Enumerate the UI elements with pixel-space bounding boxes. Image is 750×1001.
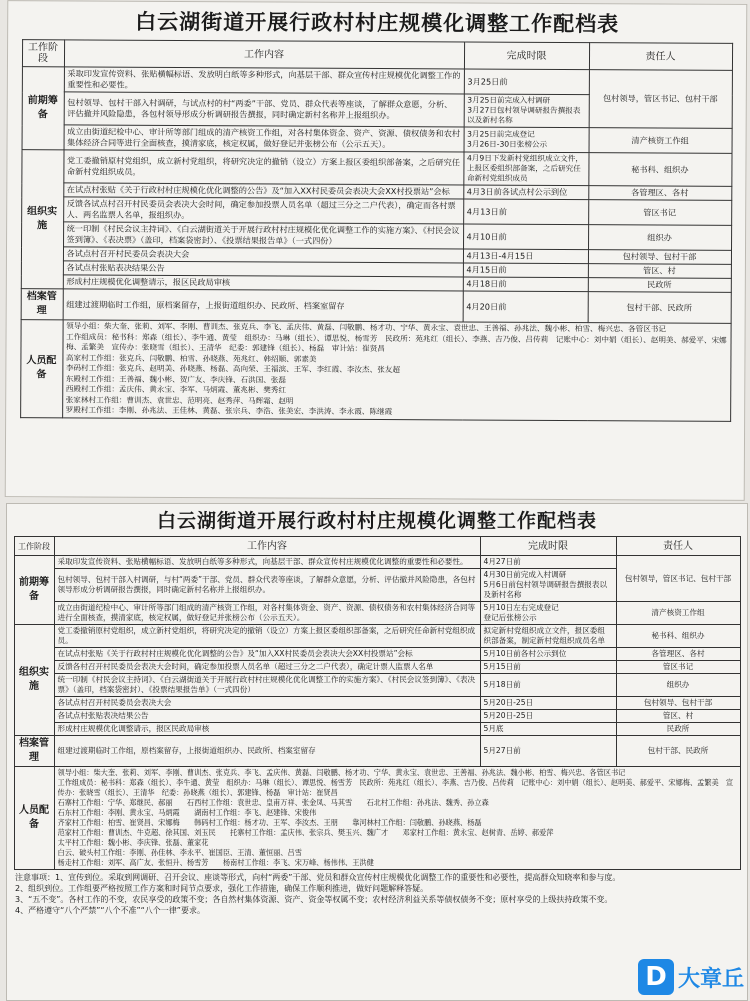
responsible-cell: 民政所 (616, 723, 740, 736)
deadline-cell: 5月15日前 (480, 661, 616, 674)
header-responsible: 责任人 (589, 43, 732, 71)
personnel-line: 工作组成员：秘书科：郑森（组长）、李牛通、黄莹 组织办：马琳（组长）、谭思悦、杨雪芳 民政所：苑兆红（组长）、李燕、吉乃俊、吕传莉 记账中心：刘中娟（组长）、赵明美、郝爱平、宋娜梅、孟繁美 宣传办：张晓雪（组长）、王清华 纪委：郭建锋（组长）、杨磊 审计站：崔贤昌 (65, 331, 727, 354)
content-cell: 在试点村张贴《关于行政村村庄规模化优化调整的公告》及“加入XX村民委员会表决大会XX村投票站”会标 (63, 183, 463, 199)
deadline-cell: 拟定新村党组织成立文件，报区委组织部备案，制定新村党组织成员名单 (480, 625, 616, 648)
personnel-line: 石寨村工作组：宁华、郑继民、郝丽 石西村工作组：袁世忠、皇甫万祥、张金凤、马其雪 石北村工作组：孙兆法、魏秀、孙立森 (57, 798, 489, 807)
content-cell: 采取印发宣传资料、张贴横幅标语、发放明白纸等多种形式，向基层干部、群众宣传村庄规模优化调整工作的重要性和必要性。 (64, 67, 464, 94)
content-cell: 组建过渡期临时工作组，原档案留存，上报街道组织办、民政所、档案室留存 (54, 736, 480, 767)
deadline-cell: 5月10日左右完成登记 登记后张榜公示 (480, 602, 616, 625)
note-line: 4、严格遵守“八个严禁”“八个不准”“八个一律”要求。 (15, 906, 205, 915)
header-content: 工作内容 (54, 537, 480, 556)
content-cell: 反馈各试点村召开村民委员会表决大会时间，确定参加投票人员名单（超过三分之二户代表），确定而各村票人、两名监票人名单，报组织办。 (63, 197, 463, 224)
table-row (14, 767, 740, 870)
phase-cell: 人员配备 (14, 767, 54, 870)
table-row (22, 67, 732, 96)
responsible-cell: 包村干部、民政所 (588, 292, 731, 324)
content-cell: 组建过渡期临时工作组，原档案留存，上报街道组织办、民政所、档案室留存 (63, 289, 463, 322)
deadline-cell: 4月3日前各试点村公示到位 (463, 185, 588, 200)
content-cell: 在试点村张贴《关于行政村村庄规模化优化调整的公告》及“加入XX村民委员会表决大会XX村投票站”会标 (54, 648, 480, 661)
deadline-cell: 4月30日前完成入村调研 5月6日前包村领导调研报告撰报表以及新村名称 (480, 569, 616, 602)
content-cell: 党工委撤销原村党组织，成立新村党组织，将研究决定的撤销（设立）方案上报区委组织部备案，之后研究任命新村党组织成员。 (54, 625, 480, 648)
schedule-table (14, 536, 741, 870)
table-row (14, 736, 740, 767)
deadline-cell: 3月25日前完成登记 3月26日-30日张榜公示 (464, 127, 589, 153)
table-row (14, 661, 740, 674)
personnel-line: 东殿村工作组：王善福、魏小彬、贺广友、李庆锋、石洪国、张磊 (65, 373, 287, 385)
responsible-cell: 管区书记 (616, 661, 740, 674)
responsible-cell: 清产核资工作组 (616, 602, 740, 625)
responsible-cell: 管区书记 (588, 200, 731, 226)
brand-name: 大章丘 (677, 966, 744, 992)
content-cell: 采取印发宣传资料、张贴横幅标语、发放明白纸等多种形式，向基层干部、群众宣传村庄规模优化调整的重要性和必要性。 (54, 556, 480, 569)
deadline-cell: 5月27日前 (480, 736, 616, 767)
deadline-cell: 5月18日前 (480, 674, 616, 697)
content-cell: 各试点村召开村民委员会表决大会 (54, 697, 480, 710)
responsible-cell: 包村领导、包村干部 (588, 250, 731, 265)
personnel-line: 李码村工作组：张克兵、赵明美、孙晓燕、杨磊、高向荣、王福滨、王军、李红霞、李汝杰、张友超 (65, 363, 401, 375)
deadline-cell: 4月9日下发新村党组织成立文件，上报区委组织部备案，之后研究任命新村党组织成员 (463, 152, 588, 186)
brand-logo-icon: D (638, 959, 674, 995)
responsible-cell: 管区、村 (616, 710, 740, 723)
phase-cell: 组织实施 (14, 625, 54, 736)
content-cell: 各试点村张贴表决结果公告 (63, 261, 463, 277)
table-row (14, 648, 740, 661)
table-row (14, 602, 740, 625)
header-deadline: 完成时限 (464, 42, 589, 70)
table-row (14, 674, 740, 697)
content-cell: 形成村庄规模优化调整请示，报区民政局审核 (63, 275, 463, 291)
deadline-cell: 4月15日前 (463, 263, 588, 278)
bottom-document-photo (6, 503, 748, 1001)
responsible-cell: 秘书科、组织办 (616, 625, 740, 648)
responsible-cell: 各管理区、各村 (588, 186, 731, 201)
table-row (22, 125, 732, 154)
deadline-cell: 4月13日前 (463, 199, 588, 225)
table-row (14, 556, 740, 569)
deadline-cell: 4月27日前 (480, 556, 616, 569)
deadline-cell: 4月13日-4月15日 (463, 249, 588, 264)
responsible-cell: 管区、村 (588, 264, 731, 279)
phase-cell: 组织实施 (21, 150, 64, 289)
personnel-line: 范家村工作组：曹训杰、牛克超、徐其国、刘玉民 托寨村工作组：孟庆伟、张宗兵、樊玉兴、魏广才 邓家村工作组：黄永宝、赵树青、岳婷、郝爱萍 (57, 828, 554, 837)
phase-cell: 档案管理 (21, 289, 63, 320)
table-row (21, 222, 731, 251)
responsible-cell: 包村干部、民政所 (616, 736, 740, 767)
deadline-cell: 5月底 (480, 723, 616, 736)
header-phase: 工作阶段 (14, 537, 54, 556)
content-cell: 包村领导、包村干部入村调研，与村“两委”干部、党员、群众代表等座谈，了解群众意愿，分析、评估撤并风险隐患，各包村领导形成分析调研报告撰报，同时确定新村名称并上报组织办。 (54, 569, 480, 602)
personnel-line: 张家林村工作组：曹训杰、袁世忠、范明亮、赵秀萍、马辉霜、赵明 (65, 394, 294, 406)
table-row (14, 697, 740, 710)
document-title: 白云湖街道开展行政村村庄规模化调整工作配档表 (135, 8, 620, 37)
responsible-cell: 民政所 (588, 278, 731, 293)
note-line: 3、“五不变”。各村工作的不变，农民享受的政策不变；各自然村集体资源、资产、资金等权属不变；农村经济利益关系等债权债务不变；原村享受的上级扶持政策不变。 (15, 895, 613, 904)
personnel-line: 罗殿村工作组：李刚、孙兆法、王佳林、黄磊、张宗兵、李浩、张美宏、李洪涛、李永霞、陈继霞 (65, 405, 393, 417)
content-cell: 统一印制《村民会议主持词》、《白云湖街道关于开展行政村村庄规模化优化调整工作的实施方案》、《村民会议签到簿》、《表决票》（盖印，档案袋密封）、《投票结果报告单》（一式四份） (63, 222, 463, 249)
personnel-line: 杨走村工作组：刘军、高广友、张恒升、杨雪芳 杨南村工作组：李飞、宋万峰、杨伟伟、王洪健 (57, 858, 374, 867)
responsible-cell: 组织办 (588, 225, 731, 251)
personnel-line: 高家村工作组：张克兵、闫敬鹏、柏雪、孙晓燕、苑兆红、韩绍顺、郭素美 (65, 352, 317, 364)
responsible-cell: 组织办 (616, 674, 740, 697)
table-row (20, 320, 731, 421)
responsible-cell: 包村领导，管区书记、包村干部 (616, 556, 740, 602)
responsible-cell: 秘书科、组织办 (588, 153, 731, 187)
personnel-line: 工作组成员：秘书科：郑森（组长）、李牛通、黄莹 组织办：马琳（组长）、谭思悦、杨雪芳 民政所：苑兆红（组长）、李燕、吉乃俊、吕传莉 记账中心：刘中娟（组长）、赵明美、郝爱平、宋娜梅、孟繁美 宣传办：张晓雪（组长）、王清华 纪委：孙晓燕（组长）、郭建锋、杨磊 审计站：崔贤昌 (57, 778, 734, 797)
content-cell: 成立由街道纪检中心、审计所等部门组成的清产核资工作组，对各村集体资金、资产、资源、债权债务和农村集体经济合同等进行全面核查，摸清家底，核定权属，做好登记并张榜公布（公示五天）。 (64, 125, 464, 152)
note-line: 2、组织到位。工作组要严格按照工作方案和时间节点要求，强化工作措施，确保工作顺利推进，做好问题解释答疑。 (15, 884, 429, 893)
personnel-line: 领导小组：柴大奎、张莉、刘军、李刚、曹训杰、张克兵、李飞、孟庆伟、黄磊、闫敬鹏、杨才功、宁华、黄永宝、袁世忠、王善福、孙兆法、魏小彬、柏雪、梅兴忠、各管区书记 (66, 321, 667, 334)
deadline-cell: 5月20日-25日 (480, 697, 616, 710)
personnel-line: 石东村工作组：李刚、黄永宝、马炳霞 湖南村工作组：李飞、赵建锋、宋俊伟 (57, 808, 317, 817)
document-title: 白云湖街道开展行政村村庄规模化调整工作配档表 (156, 510, 597, 532)
content-cell: 反馈各村召开村民委员会表决大会时间，确定参加投票人员名单（超过三分之二户代表），确定计票人监票人名单 (54, 661, 480, 674)
phase-cell: 前期筹备 (22, 67, 64, 150)
phase-cell: 人员配备 (20, 320, 63, 418)
table-row (21, 150, 731, 187)
table-row (21, 289, 731, 324)
personnel-line: 领导小组：柴大奎、张莉、刘军、李刚、曹训杰、张克兵、李飞、孟庆伟、黄磊、闫敬鹏、杨才功、宁华、黄永宝、袁世忠、王善福、孙兆法、魏小彬、柏雪、梅兴忠、各管区书记 (57, 768, 626, 777)
content-cell: 党工委撤销原村党组织，成立新村党组织，将研究决定的撤销（设立）方案上报区委组织部备案，之后研究任命新村党组织成员。 (63, 150, 463, 185)
table-header-row (22, 40, 732, 71)
content-cell: 统一印制《村民会议主持词》、《白云湖街道关于开展行政村村庄规模化优化调整工作的实施方案》、《村民会议签到簿》、《表决票》（盖印，档案袋密封）、《投票结果报告单》（一式四份） (54, 674, 480, 697)
personnel-line: 太平村工作组：魏小彬、李庆锋、张磊、董家花 (57, 838, 209, 847)
responsible-cell: 包村领导，管区书记、包村干部 (589, 70, 732, 129)
table-row (21, 197, 731, 226)
content-cell: 包村领导、包村干部入村调研，与试点村的村“两委”干部、党员、群众代表等座谈，了解群众意愿，分析、评估撤并风险隐患，各包村领导形成分析调研报告撰报，同时确定新村名称并上报组织办。 (64, 92, 464, 127)
responsible-cell: 清产核资工作组 (589, 128, 732, 154)
deadline-cell: 3月25日前完成入村调研 3月27日包村领导调研报告撰报表以及新村名称 (464, 94, 589, 128)
table-header-row (14, 537, 740, 556)
schedule-table (20, 39, 733, 421)
personnel-cell (54, 767, 740, 870)
content-cell: 成立由街道纪检中心、审计所等部门组成的清产核资工作组，对各村集体资金、资产、资源、债权债务和农村集体经济合同等进行全面核查，摸清家底，核定权属，做好登记并张榜公布（公示五天）。 (54, 602, 480, 625)
header-responsible: 责任人 (616, 537, 740, 556)
table-row (14, 710, 740, 723)
personnel-line: 白云、破头村工作组：李刚、孙佳林、李永平、崔国臣、王清、董恒丽、吕雪 (57, 848, 302, 857)
deadline-cell: 3月25日前 (464, 69, 589, 95)
deadline-cell: 4月18日前 (463, 277, 588, 292)
watermark (638, 959, 744, 995)
content-cell: 各试点村张贴表决结果公告 (54, 710, 480, 723)
content-cell: 形成村庄规模优化调整请示，报区民政局审核 (54, 723, 480, 736)
top-document-photo (5, 0, 748, 501)
responsible-cell: 各管理区、各村 (616, 648, 740, 661)
responsible-cell: 包村领导、包村干部 (616, 697, 740, 710)
deadline-cell: 4月10日前 (463, 224, 588, 250)
notes-section (7, 870, 747, 918)
note-line: 注意事项：1、宣传到位。采取到网调研、召开会议、座谈等形式，向村“两委”干部、党员和群众宣传村庄规模优化调整工作的重要性和必要性，提高群众知晓率和参与度。 (15, 873, 621, 882)
header-content: 工作内容 (64, 40, 464, 69)
content-cell: 各试点村召开村民委员会表决大会 (63, 247, 463, 263)
deadline-cell: 5月10日前各村公示到位 (480, 648, 616, 661)
header-phase: 工作阶段 (22, 40, 64, 67)
personnel-line: 齐家村工作组：柏雪、崔贤昌、宋娜梅 韩码村工作组：杨才功、王军、李汝杰、王朋 靠河林村工作组：闫敬鹏、孙晓燕、杨磊 (57, 818, 482, 827)
phase-cell: 档案管理 (14, 736, 54, 767)
deadline-cell: 5月20日-25日 (480, 710, 616, 723)
deadline-cell: 4月20日前 (463, 291, 588, 323)
header-deadline: 完成时限 (480, 537, 616, 556)
table-row (14, 723, 740, 736)
personnel-line: 西殿村工作组：孟庆伟、黄永宝、李军、马炳霞、董兆彬、樊秀红 (65, 384, 287, 395)
table-row (14, 625, 740, 648)
personnel-cell (62, 320, 731, 421)
phase-cell: 前期筹备 (14, 556, 54, 625)
